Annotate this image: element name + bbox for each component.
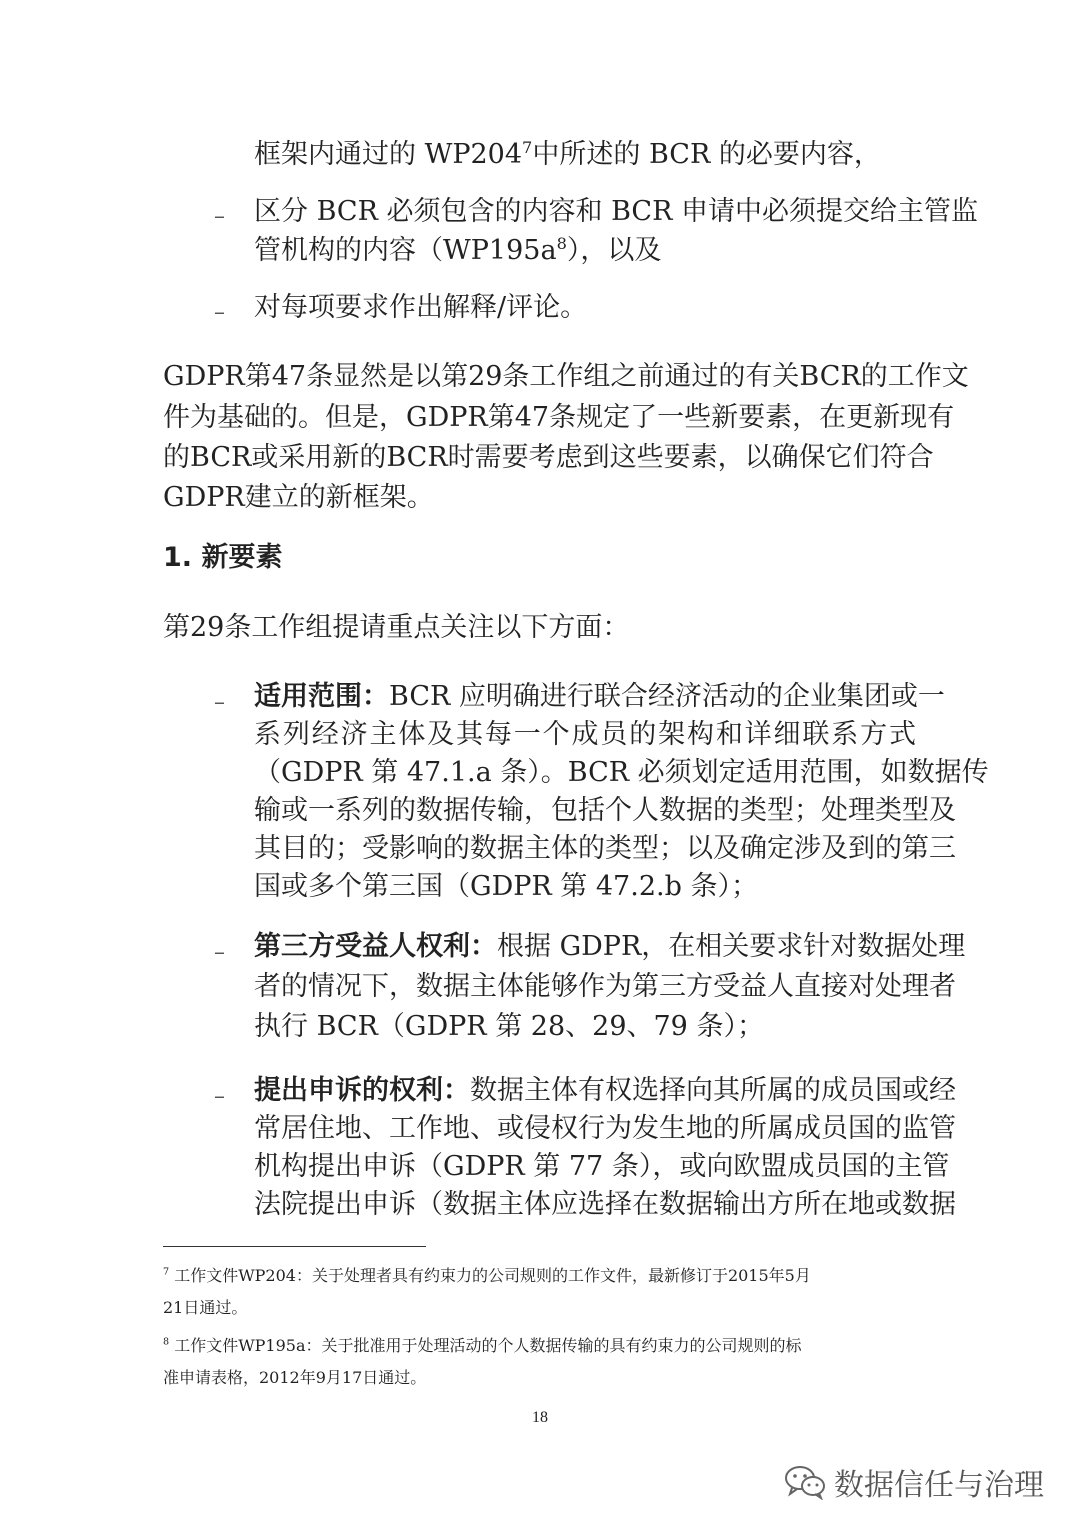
para1-line-1: GDPR第47条显然是以第29条工作组之前通过的有关BCR的工作文 xyxy=(163,361,969,392)
footnote-8-line-2: 准申请表格，2012年9月17日通过。 xyxy=(163,1368,427,1387)
footnote-ref-7[interactable]: 7 xyxy=(522,138,533,157)
bullet2-title: 第三方受益人权利： xyxy=(254,931,497,962)
intro-line-1-text: 框架内通过的 WP204 xyxy=(254,139,523,170)
wechat-icon xyxy=(784,1464,826,1500)
footnote-8-text: 工作文件WP195a：关于批准用于处理活动的个人数据传输的具有约束力的公司规则的标 xyxy=(169,1336,802,1355)
intro-line-1-tail: 中所述的 BCR 的必要内容， xyxy=(532,139,881,170)
bullet2-text: 根据 GDPR，在相关要求针对数据处理 xyxy=(497,931,966,962)
para1-line-3: 的BCR或采用新的BCR时需要考虑到这些要素，以确保它们符合 xyxy=(163,442,934,473)
list-dash: – xyxy=(214,204,225,229)
para1-line-4: GDPR建立的新框架。 xyxy=(163,482,434,513)
footnote-7-mark: 7 xyxy=(163,1266,170,1278)
bullet3-title: 提出申诉的权利： xyxy=(254,1075,470,1106)
intro-line-1 xyxy=(254,137,881,173)
watermark xyxy=(784,1460,1044,1504)
bullet1-line-6: 国或多个第三国（GDPR 第 47.2.b 条）； xyxy=(254,871,758,902)
bullet1-text: BCR 应明确进行联合经济活动的企业集团或一 xyxy=(389,681,945,712)
para1-line-2: 件为基础的。但是，GDPR第47条规定了一些新要素，在更新现有 xyxy=(163,402,955,433)
bullet2-line-3: 执行 BCR（GDPR 第 28、29、79 条）； xyxy=(254,1011,764,1042)
footnote-7-line-1 xyxy=(163,1265,811,1287)
bullet2-line-2: 者的情况下，数据主体能够作为第三方受益人直接对处理者 xyxy=(254,971,956,1002)
footnote-8-line-1 xyxy=(163,1335,802,1357)
bullet1-line-1 xyxy=(254,679,945,715)
intro-line-2: 区分 BCR 必须包含的内容和 BCR 申请中必须提交给主管监 xyxy=(254,196,978,227)
list-dash: – xyxy=(214,1084,225,1109)
bullet1-title: 适用范围： xyxy=(254,681,389,712)
footnote-8-mark: 8 xyxy=(163,1336,170,1348)
bullet3-line-1 xyxy=(254,1073,956,1109)
intro-line-3-text: 管机构的内容（WP195a xyxy=(254,235,557,266)
bullet1-line-4: 输或一系列的数据传输，包括个人数据的类型；处理类型及 xyxy=(254,795,956,826)
list-dash: – xyxy=(214,300,225,325)
bullet2-line-1 xyxy=(254,929,966,965)
bullet3-line-3: 机构提出申诉（GDPR 第 77 条），或向欧盟成员国的主管 xyxy=(254,1151,950,1182)
intro-line-3-tail: ），以及 xyxy=(566,235,662,266)
bullet3-line-4: 法院提出申诉（数据主体应选择在数据输出方所在地或数据 xyxy=(254,1189,956,1220)
footnote-ref-8[interactable]: 8 xyxy=(556,234,567,253)
watermark-text: 数据信任与治理 xyxy=(834,1468,1044,1503)
footnote-7-line-2: 21日通过。 xyxy=(163,1298,248,1317)
section-heading: 1. 新要素 xyxy=(163,542,283,573)
bullet1-line-2: 系列经济主体及其每一个成员的架构和详细联系方式 xyxy=(254,719,916,750)
footnote-separator xyxy=(163,1246,426,1247)
list-dash: – xyxy=(214,690,225,715)
bullet1-line-3: （GDPR 第 47.1.a 条）。BCR 必须划定适用范围，如数据传 xyxy=(254,757,989,788)
intro-line-4: 对每项要求作出解释/评论。 xyxy=(254,292,588,323)
bullet3-line-2: 常居住地、工作地、或侵权行为发生地的所属成员国的监管 xyxy=(254,1113,956,1144)
intro-line-3 xyxy=(254,233,661,269)
bullet3-text: 数据主体有权选择向其所属的成员国或经 xyxy=(470,1075,956,1106)
list-dash: – xyxy=(214,940,225,965)
footnote-7-text: 工作文件WP204：关于处理者具有约束力的公司规则的工作文件，最新修订于2015年5月 xyxy=(169,1266,811,1285)
page-number: 18 xyxy=(532,1409,548,1426)
bullet1-line-5: 其目的；受影响的数据主体的类型；以及确定涉及到的第三 xyxy=(254,833,956,864)
para2: 第29条工作组提请重点关注以下方面： xyxy=(163,612,630,643)
